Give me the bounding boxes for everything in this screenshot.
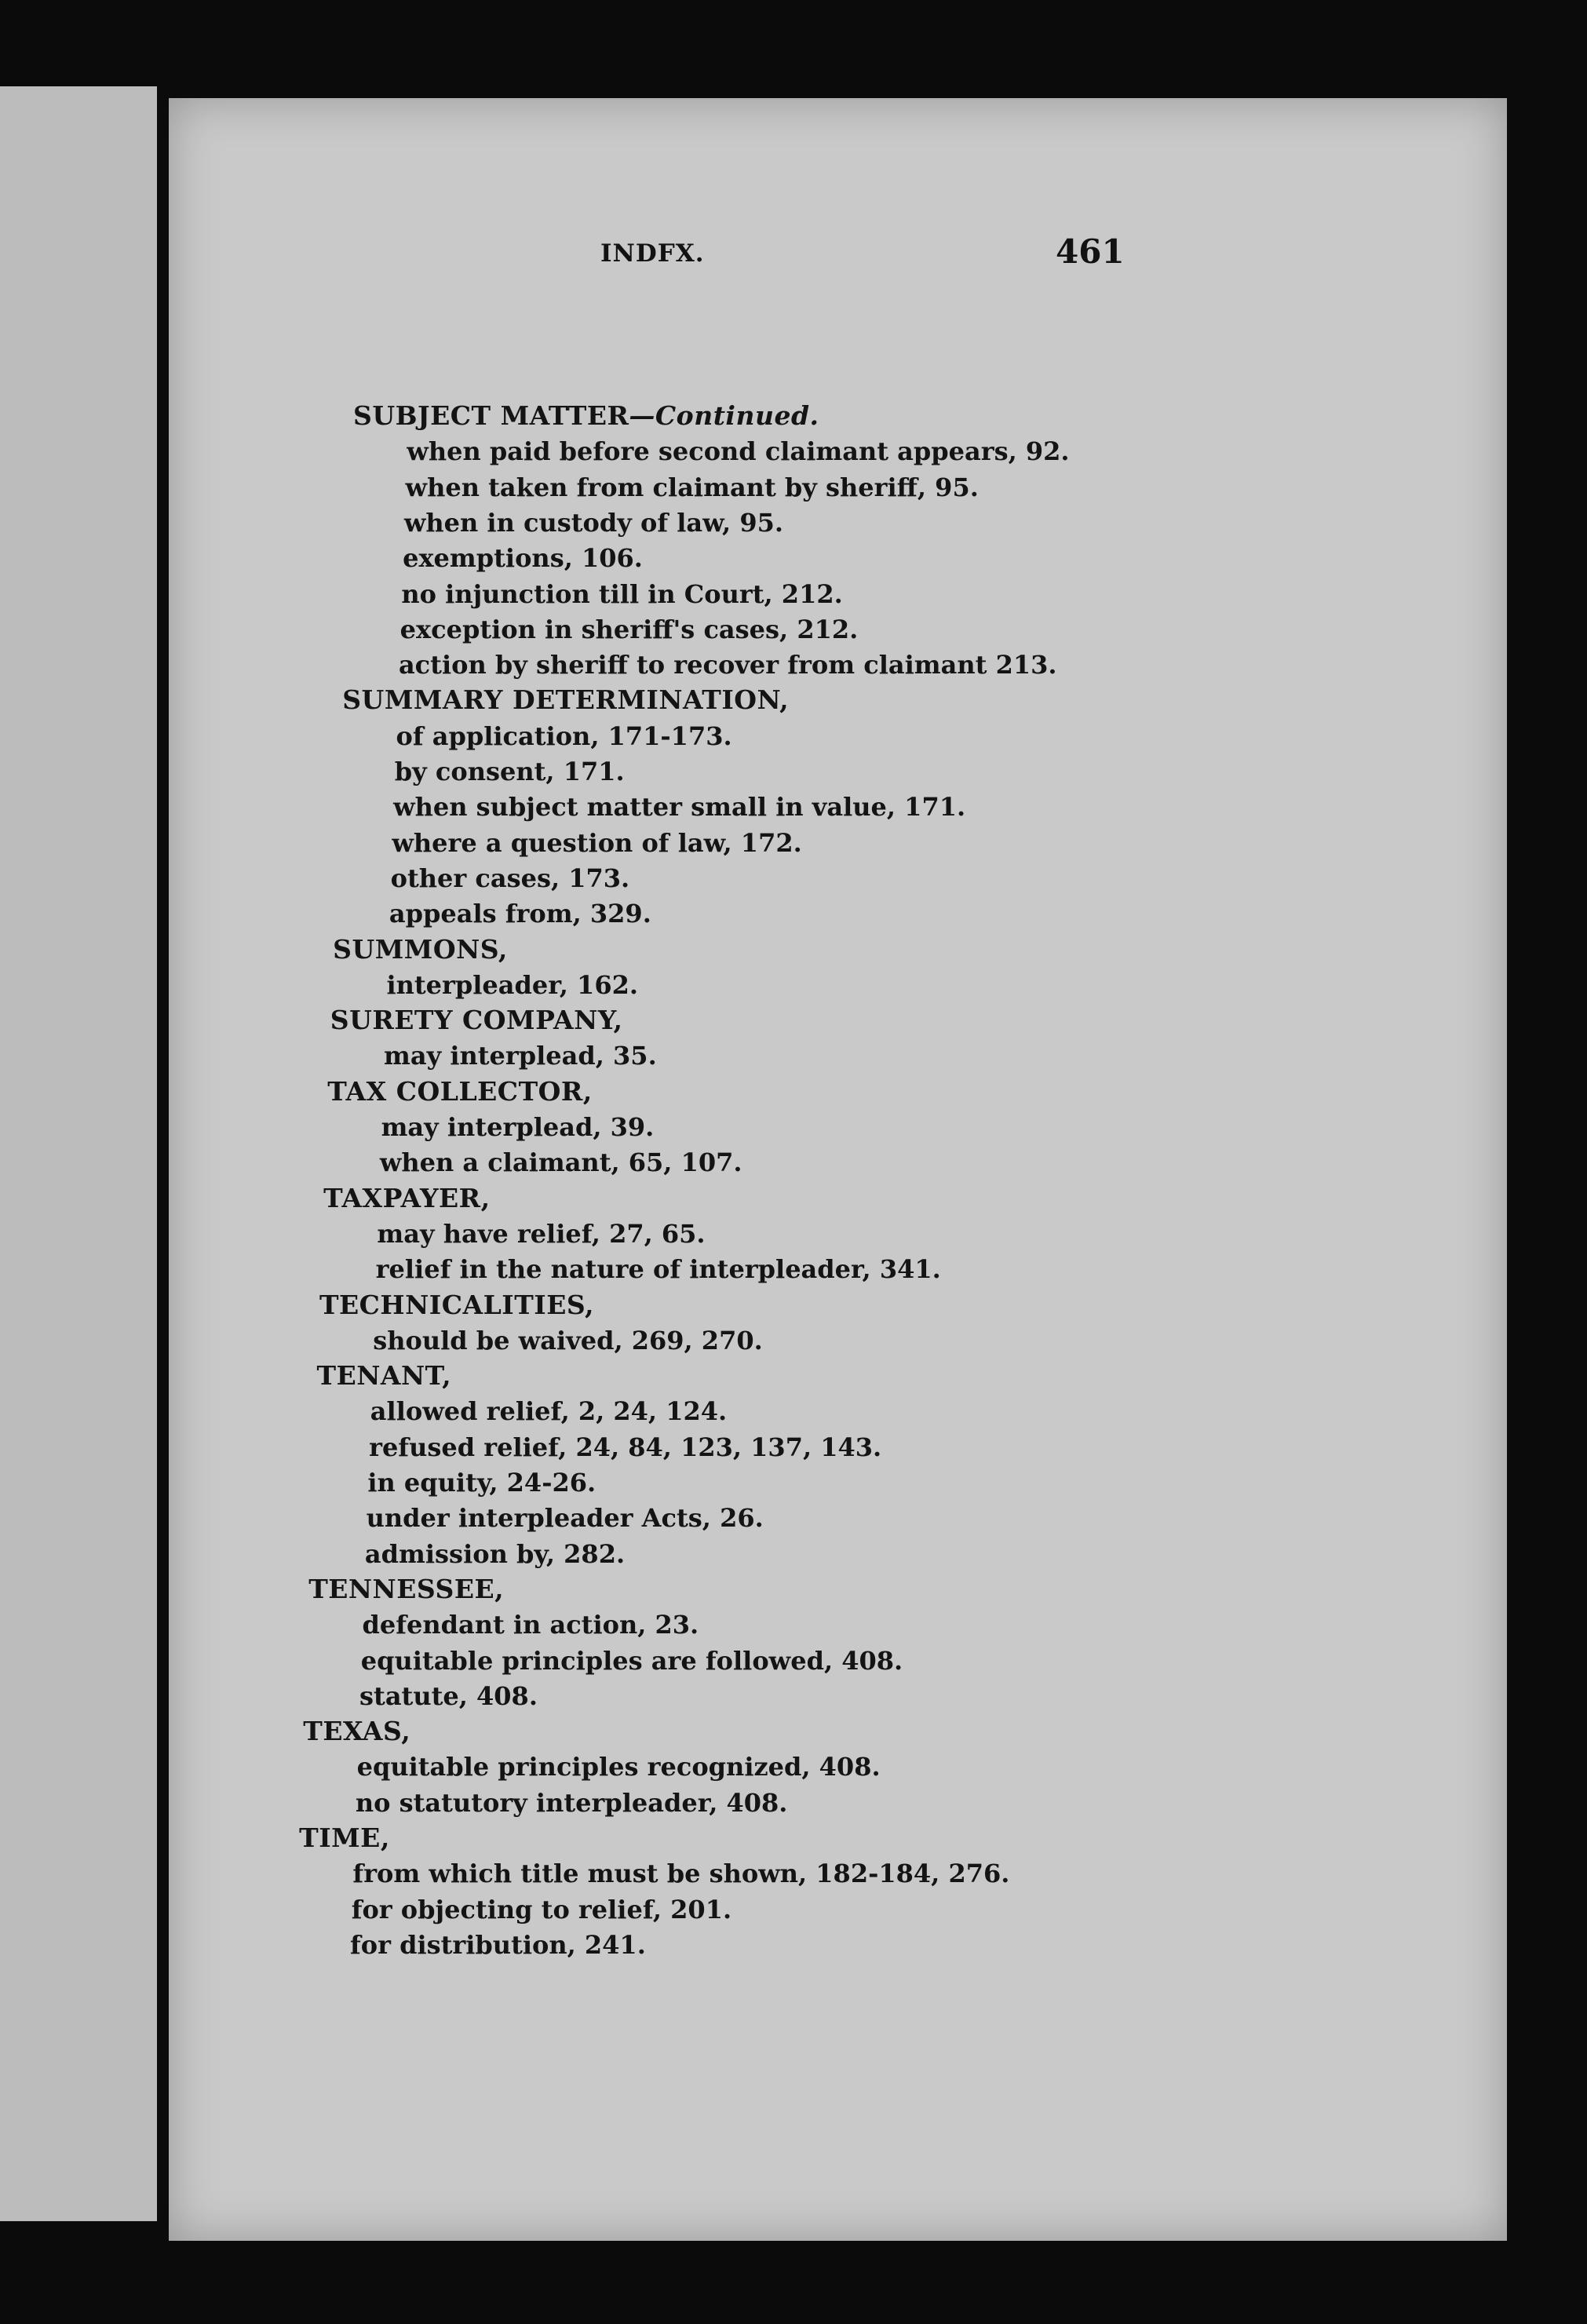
index-subentry	[407, 436, 1069, 467]
index-subentry	[395, 756, 625, 787]
index-subentry	[352, 1894, 731, 1925]
entry-suffix: —Continued.	[629, 400, 819, 431]
index-subentry	[352, 1858, 1009, 1889]
entry-text: may interplead, 35.	[384, 1041, 657, 1071]
entry-text: statute, 408.	[359, 1680, 538, 1711]
entry-text: other cases, 173.	[390, 863, 630, 893]
index-subentry	[359, 1680, 538, 1712]
entry-text: appeals from, 329.	[389, 899, 651, 929]
entry-text: SUBJECT MATTER	[353, 400, 629, 431]
entry-text: for objecting to relief, 201.	[351, 1894, 732, 1925]
index-heading	[327, 1076, 593, 1107]
entry-text: under interpleader Acts, 26.	[366, 1503, 764, 1534]
index-subentry	[400, 614, 859, 645]
entry-text: of application, 171-173.	[396, 721, 732, 751]
entry-text: TEXAS,	[303, 1716, 411, 1747]
index-subentry	[392, 827, 801, 859]
entry-text: SUMMARY DETERMINATION,	[342, 684, 790, 716]
index-subentry	[386, 969, 638, 1001]
index-heading	[299, 1822, 390, 1854]
index-subentry	[376, 1253, 941, 1285]
entry-text: relief in the nature of interpleader, 341.	[375, 1254, 941, 1285]
index-heading	[342, 684, 789, 716]
entry-text: no statutory interpleader, 408.	[355, 1787, 788, 1818]
entry-text: equitable principles recognized, 408.	[356, 1752, 881, 1782]
entry-text: TIME,	[299, 1822, 390, 1853]
index-heading	[308, 1574, 504, 1605]
index-subentry	[406, 472, 979, 503]
entry-text: when paid before second claimant appears, 92.	[407, 436, 1070, 467]
entry-text: when taken from claimant by sheriff, 95.	[405, 472, 979, 502]
entry-text: where a question of law, 172.	[392, 827, 802, 858]
index-subentry	[361, 1645, 903, 1676]
page-number: 461	[1056, 232, 1125, 271]
index-heading	[319, 1290, 594, 1321]
index-subentry	[356, 1787, 788, 1819]
entry-text: exception in sheriff's cases, 212.	[399, 614, 859, 644]
entry-text: admission by, 282.	[364, 1538, 626, 1569]
index-subentry	[380, 1147, 742, 1178]
index-subentry	[373, 1325, 763, 1356]
entry-text: for distribution, 241.	[349, 1929, 646, 1960]
entry-text: when subject matter small in value, 171.	[393, 792, 966, 823]
entry-text: may have relief, 27, 65.	[377, 1218, 706, 1249]
index-subentry	[404, 507, 783, 538]
entry-text: refused relief, 24, 84, 123, 137, 143.	[369, 1432, 882, 1462]
entry-text: defendant in action, 23.	[362, 1610, 699, 1640]
index-subentry	[403, 542, 643, 574]
entry-text: SURETY COMPANY,	[330, 1005, 623, 1036]
entry-text: SUMMONS,	[333, 933, 508, 965]
entry-text: in equity, 24-26.	[367, 1468, 596, 1498]
index-subentry	[389, 898, 651, 929]
entry-text: action by sheriff to recover from claimant 213.	[398, 650, 1057, 680]
index-subentry	[399, 649, 1057, 680]
index-heading	[317, 1360, 452, 1392]
index-subentry	[350, 1929, 646, 1961]
index-subentry	[393, 791, 965, 823]
index-subentry	[365, 1538, 625, 1570]
entry-text: when a claimant, 65, 107.	[379, 1147, 742, 1178]
index-subentry	[357, 1751, 881, 1782]
index-subentry	[367, 1502, 764, 1534]
entry-text: by consent, 171.	[394, 757, 625, 786]
entry-text: from which title must be shown, 182-184, 276.	[352, 1859, 1010, 1889]
entry-text: TENNESSEE,	[308, 1573, 505, 1604]
entry-text: TAXPAYER,	[323, 1182, 491, 1213]
index-heading	[353, 400, 819, 432]
entry-text: allowed relief, 2, 24, 124.	[370, 1396, 728, 1427]
index-subentry	[396, 721, 732, 752]
index-subentry	[401, 578, 842, 610]
entry-text: no injunction till in Court, 212.	[401, 578, 843, 609]
entry-text: interpleader, 162.	[386, 969, 638, 1000]
index-subentry	[381, 1111, 655, 1143]
entry-text: exemptions, 106.	[403, 543, 643, 574]
index-heading	[333, 934, 508, 965]
index-subentry	[370, 1395, 727, 1427]
entry-text: should be waived, 269, 270.	[373, 1325, 763, 1355]
index-subentry	[369, 1432, 881, 1463]
entry-text: equitable principles are followed, 408.	[360, 1645, 903, 1676]
index-subentry	[384, 1040, 657, 1071]
entry-text: TENANT,	[316, 1360, 452, 1392]
entry-text: TECHNICALITIES,	[319, 1289, 595, 1320]
index-subentry	[391, 863, 630, 894]
entry-text: may interplead, 39.	[381, 1112, 655, 1142]
index-subentry	[362, 1609, 699, 1640]
index-subentry	[367, 1467, 596, 1498]
entry-text: when in custody of law, 95.	[403, 507, 783, 538]
running-head: INDFX.	[600, 239, 705, 268]
index-heading	[323, 1183, 490, 1214]
index-subentry	[377, 1218, 705, 1250]
index-heading	[330, 1005, 623, 1036]
index-heading	[303, 1716, 410, 1747]
entry-text: TAX COLLECTOR,	[327, 1075, 593, 1107]
